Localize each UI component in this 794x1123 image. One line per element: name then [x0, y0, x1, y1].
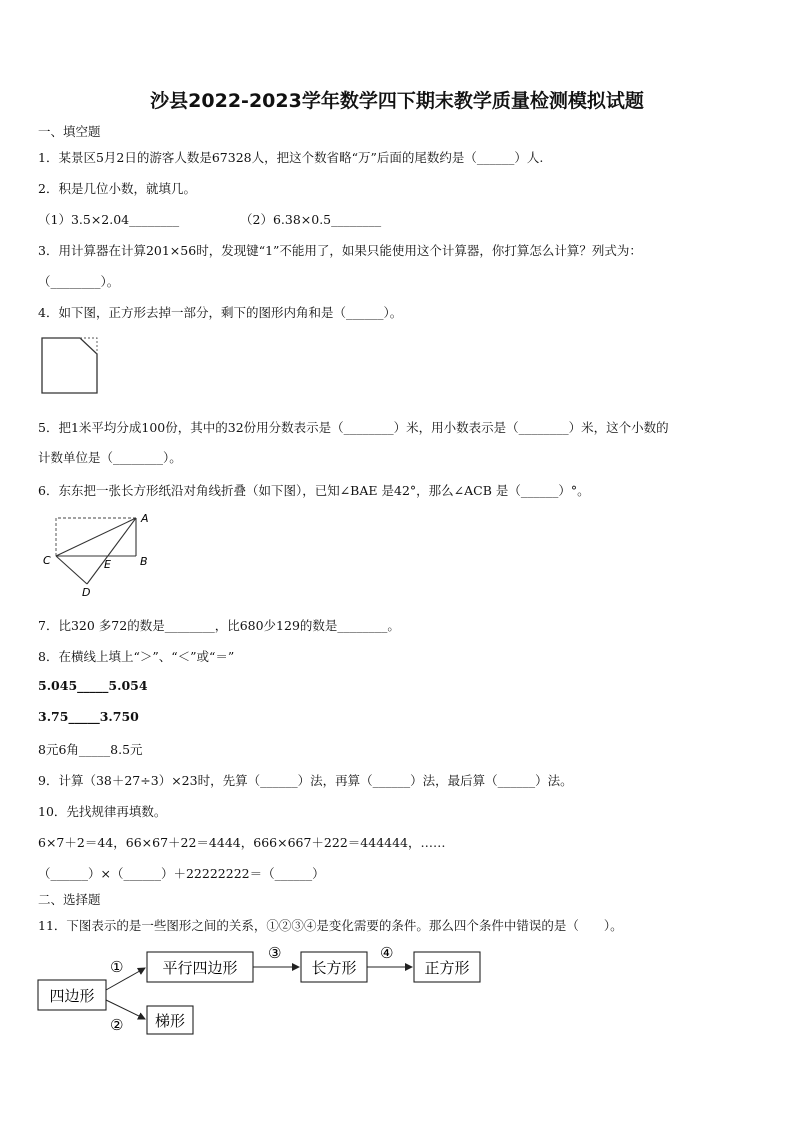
cut-square-figure: [40, 336, 102, 396]
box-square-label: 正方形: [424, 959, 470, 977]
condition-1-label: ①: [110, 958, 124, 976]
label-b: B: [140, 555, 148, 568]
question-4: 4．如下图，正方形去掉一部分，剩下的图形内角和是（______）。: [38, 305, 403, 320]
section-heading-fill: 一、填空题: [38, 124, 101, 139]
question-8-item-3: 8元6角_____8.5元: [38, 742, 143, 757]
folded-rectangle-figure: [40, 508, 160, 600]
question-7: 7．比320 多72的数是________，比680少129的数是________。: [38, 618, 400, 633]
question-9: 9．计算（38＋27÷3）×23时，先算（______）法，再算（______）法，最后算（______）法。: [38, 773, 573, 788]
question-5: 5．把1米平均分成100份，其中的32份用分数表示是（________）米，用小数表示是（________）米，这个小数的: [38, 420, 669, 435]
question-6: 6．东东把一张长方形纸沿对角线折叠（如下图），已知∠BAE 是42°，那么∠ACB 是（______）°。: [38, 483, 590, 498]
condition-4-label: ④: [380, 944, 394, 962]
shape-relation-diagram: [34, 940, 494, 1040]
section-heading-choice: 二、选择题: [38, 892, 101, 907]
question-10-answer: （______）×（______）＋22222222＝（______）: [38, 866, 325, 881]
box-trapezoid-label: 梯形: [154, 1012, 186, 1030]
question-10-pattern: 6×7＋2＝44，66×67＋22＝4444，666×667＋222＝444444，……: [38, 835, 446, 850]
label-e: E: [104, 558, 111, 571]
question-8-item-1: 5.045_____5.054: [38, 678, 148, 693]
label-c: C: [43, 554, 51, 567]
question-8-item-2: 3.75_____3.750: [38, 709, 139, 724]
box-parallelogram-label: 平行四边形: [162, 959, 238, 977]
question-2-part-1: （1）3.5×2.04________: [38, 212, 180, 227]
condition-2-label: ②: [110, 1016, 124, 1034]
question-3: 3．用计算器在计算201×56时，发现键“1”不能用了，如果只能使用这个计算器，你打算怎么计算？列式为：: [38, 243, 642, 258]
condition-3-label: ③: [268, 944, 282, 962]
question-2-part-2: （2）6.38×0.5________: [240, 212, 382, 227]
question-5-continued: 计数单位是（________）。: [38, 450, 182, 465]
page-title: 沙县2022-2023学年数学四下期末教学质量检测模拟试题: [150, 90, 644, 112]
diagonal-ca: [56, 518, 136, 556]
question-8: 8．在横线上填上“＞”、“＜”或“＝”: [38, 649, 235, 664]
question-3-answer: （________）。: [38, 274, 120, 289]
label-a: A: [141, 512, 149, 525]
box-quadrilateral-label: 四边形: [49, 987, 95, 1005]
box-rectangle-label: 长方形: [311, 959, 357, 977]
question-10: 10．先找规律再填数。: [38, 804, 167, 819]
question-1: 1．某景区5月2日的游客人数是67328人，把这个数省略“万”后面的尾数约是（______）人.: [38, 150, 544, 165]
question-2: 2．积是几位小数，就填几。: [38, 181, 196, 196]
edge-da: [87, 518, 136, 584]
question-11: 11．下图表示的是一些图形之间的关系，①②③④是变化需要的条件。那么四个条件中错误的是（ ）。: [38, 918, 623, 933]
edge-cd: [56, 556, 87, 584]
cut-square-shape: [42, 338, 97, 393]
label-d: D: [82, 586, 91, 599]
